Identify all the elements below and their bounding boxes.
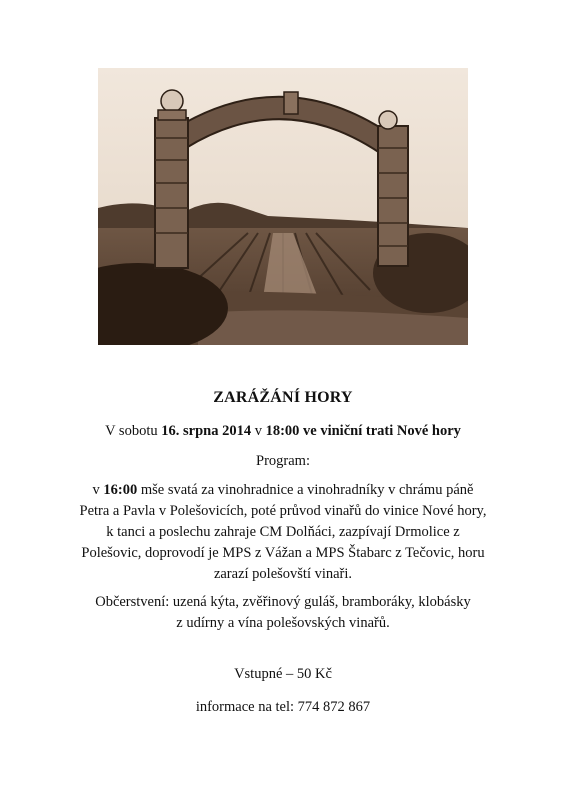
program-line-1 [0, 480, 566, 501]
entry-fee: Vstupné – 50 Kč [234, 666, 332, 682]
page-title: ZARÁŽÁNÍ HORY [213, 389, 353, 406]
refreshments-paragraph [0, 592, 566, 634]
program-line-4: Polešovic, doprovodí je MPS z Vážan a MPS Štabarc z Tečovic, horu [81, 545, 485, 561]
refreshments-line-2: z udírny a vína polešovských vinařů. [176, 615, 390, 631]
vineyard-gate-photo [98, 68, 468, 345]
date-line [0, 421, 566, 442]
program-time: 16:00 [103, 482, 138, 498]
program-line-3: k tanci a poslechu zahraje CM Dolňáci, zazpívají Drmolice z [106, 524, 460, 540]
date-prefix: V sobotu [105, 423, 162, 439]
program-line-2: Petra a Pavla v Polešovicích, poté průvod vinařů do vinice Nové hory, [79, 503, 487, 519]
refreshments-line-1: Občerstvení: uzená kýta, zvěřinový guláš, bramboráky, klobásky [95, 594, 471, 610]
program-label: Program: [256, 453, 310, 469]
contact-info: informace na tel: 774 872 867 [195, 699, 371, 715]
program-line-1-prefix: v [92, 482, 104, 498]
program-line-1-rest: mše svatá za vinohradnice a vinohradníky v chrámu páně [137, 482, 474, 498]
program-line-5: zarazí polešovští vinaři. [213, 566, 353, 582]
program-paragraph [0, 480, 566, 585]
event-time-place: 18:00 ve viniční trati Nové hory [265, 423, 461, 439]
date-mid: v [251, 423, 266, 439]
event-date: 16. srpna 2014 [161, 423, 252, 439]
